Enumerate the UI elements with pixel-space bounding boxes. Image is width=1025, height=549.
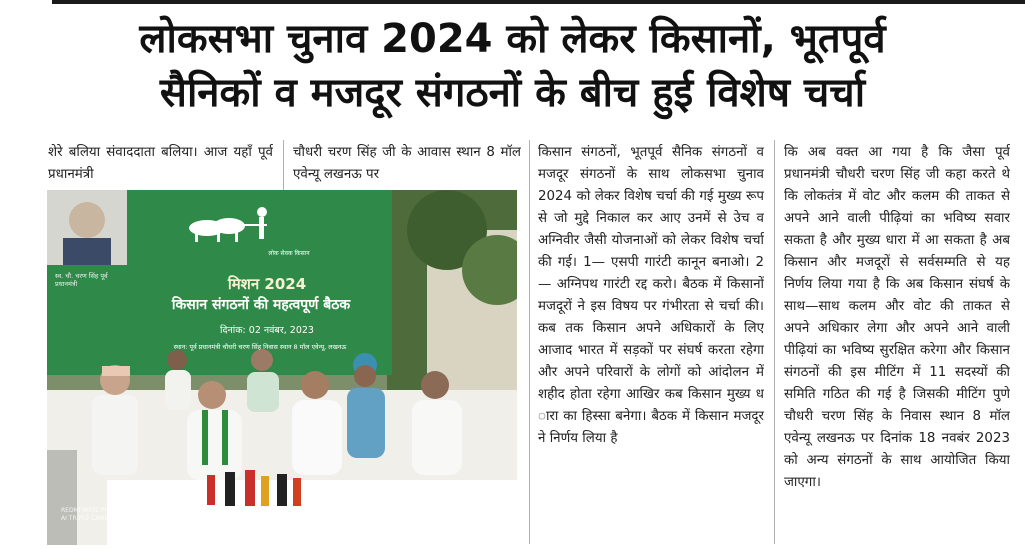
- headline-line-1: लोकसभा चुनाव 2024 को लेकर किसानों, भूतपूर्व: [139, 16, 886, 62]
- article-column-3: किसान संगठनों, भूतपूर्व सैनिक संगठनों व मजदूर संगठनों के साथ लोकसभा चुनाव 2024 को लेकर विशेष चर्चा की गई मुख्य रूप से जो मुद्दे निकाल कर आए उनमें से उेच व अग्निवीर जैसी योजनाओं को लेकर विशेष चर्चा की गई। 1— एसपी गारंटी कानून बनाओ। 2— अग्निपथ गारंटी रद्द करो। बैठक में किसानों मजदूरों ने इस विषय पर गंभीरता से चर्चा की। कब तक किसान अपने अधिकारों के लिए आजाद भारत में सड़कों पर संघर्ष करता रहेगा और अपने परिवारों के लोगों को आंदोलन में शहीद होता रहेगा आखिर कब किसान मुख्य ध ारा का हिस्सा बनेगा। बैठक में किसान मजदूर ने निर्णय लिया है: [538, 145, 764, 446]
- portrait-caption: स्व. चौ. चरण सिंह पूर्व प्रधानमंत्री: [55, 272, 108, 288]
- watermark-line-2: AI TRIPLE CAMERA: [61, 515, 117, 522]
- camera-watermark: [61, 507, 116, 523]
- column-divider: [529, 140, 530, 544]
- column-divider: [774, 140, 775, 544]
- banner-title: मिशन 2024: [227, 275, 307, 293]
- banner-venue: स्थान: पूर्व प्रधानमंत्री चौधरी चरण सिंह निवास स्थान 8 मॉल एवेन्यू, लखनऊ: [173, 343, 347, 351]
- news-photo: [47, 190, 517, 545]
- headline-line-2: सैनिकों व मजदूर संगठनों के बीच हुई विशेष चर्चा: [159, 70, 866, 116]
- top-rule: [52, 0, 1025, 4]
- banner-org-name: लोक सेवक किसान: [268, 250, 310, 257]
- article-column-2: चौधरी चरण सिंह जी के आवास स्थान 8 मॉल एवेन्यू लखनऊ पर: [293, 145, 521, 182]
- headline: [0, 12, 1025, 120]
- article-column-1: शेरे बलिया संवाददाता बलिया। आज यहाँ पूर्व प्रधानमंत्री: [48, 145, 273, 182]
- watermark-line-1: REDMI NOTE PRO: [61, 507, 114, 514]
- news-photo-illustration: [47, 190, 517, 545]
- banner-date: दिनांक: 02 नवंबर, 2023: [220, 325, 314, 336]
- article-column-4: कि अब वक्त आ गया है कि जैसा पूर्व प्रधानमंत्री चौधरी चरण सिंह जी कहा करते थे कि लोकतंत्र में वोट और कलम की ताकत से अपने आने वाली पीढ़ियां का भविष्य सवार सकता है और मुख्य धारा में आ सकता है अब किसान और मजदूरों से सर्वसम्मति से यह निर्णय लिया गया है कि अब किसान संघर्ष के साथ—साथ कलम और वोट की ताकत से अपने अधिकार लेगा और अपने आने वाली पीढ़ियां का भविष्य सुरक्षित करेगा और किसान संगठनों की इस मीटिंग में 11 सदस्यों की समिति गठित की गई है जिसकी मीटिंग पुणे चौधरी चरण सिंह के निवास स्थान 8 मॉल एवेन्यू लखनऊ पर दिनांक 18 नवबंर 2023 को अन्य संगठनों के साथ आयोजित किया जाएगा।: [784, 145, 1010, 490]
- banner-subtitle: किसान संगठनों की महत्वपूर्ण बैठक: [171, 297, 351, 313]
